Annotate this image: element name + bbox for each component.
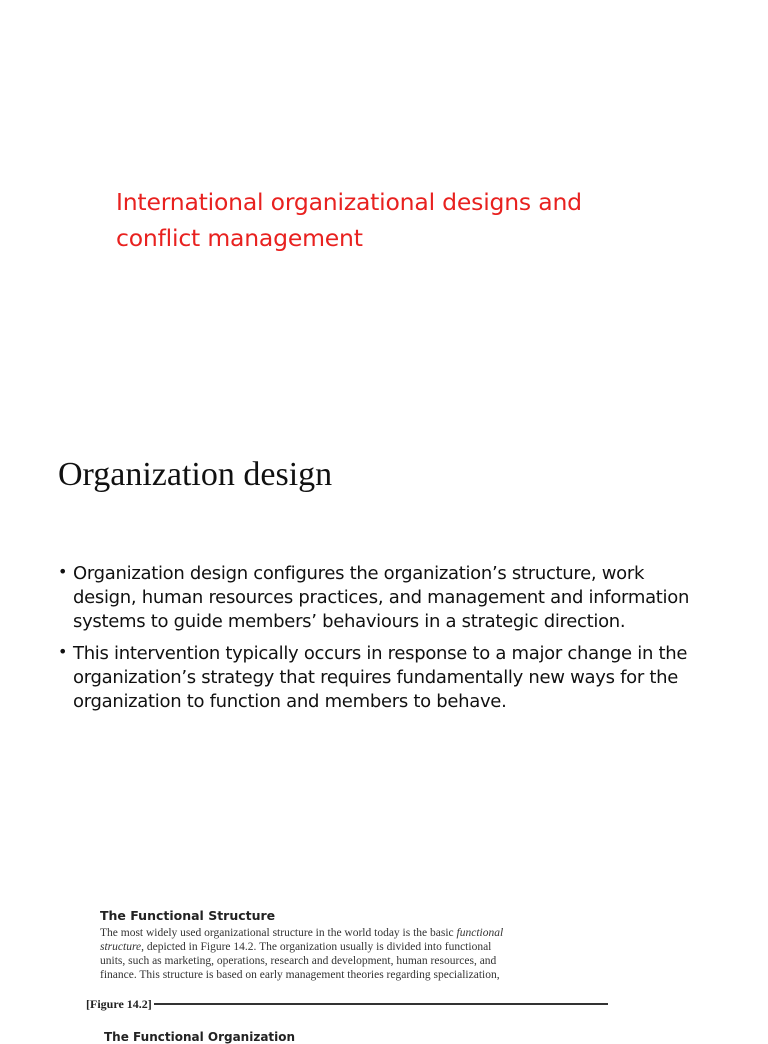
- book-excerpt: [86, 908, 610, 1044]
- slide-heading: Organization design: [58, 456, 333, 493]
- slide-organization-design: [0, 420, 768, 890]
- excerpt-body: [100, 926, 610, 982]
- excerpt-text-2: , depicted in Figure 14.2. The organization usually is divided into functional units, such as marketing, operations, research and development, human resources, and finance. This structure is based on early management theories regarding specialization,: [100, 941, 500, 981]
- figure-rule: [154, 1003, 608, 1005]
- figure-label: [Figure 14.2]: [86, 996, 152, 1011]
- bullet-text: Organization design configures the organization’s structure, work design, human resources practices, and management and information systems to guide members’ behaviours in a strategic direction.: [73, 563, 690, 632]
- bullet-icon: •: [58, 562, 68, 581]
- slide-title: [0, 0, 768, 420]
- figure-title: The Functional Organization: [104, 1030, 296, 1044]
- presentation-title: [116, 184, 636, 256]
- figure-caption-row: [86, 996, 608, 1012]
- bullet-item: [58, 562, 748, 634]
- title-line-1: International organizational designs and: [116, 188, 582, 216]
- excerpt-italic: functional structure: [100, 927, 504, 953]
- excerpt-heading: The Functional Structure: [100, 908, 276, 923]
- excerpt-text-1: The most widely used organizational structure in the world today is the basic: [100, 927, 457, 939]
- title-line-2: conflict management: [116, 224, 363, 252]
- slide-book-excerpt: [0, 890, 768, 1044]
- bullet-icon: •: [58, 642, 68, 661]
- bullet-item: [58, 642, 748, 714]
- bullet-text: This intervention typically occurs in response to a major change in the organization’s strategy that requires fundamentally new ways for the organization to function and members to behave.: [73, 643, 688, 712]
- bullet-list: [58, 562, 748, 722]
